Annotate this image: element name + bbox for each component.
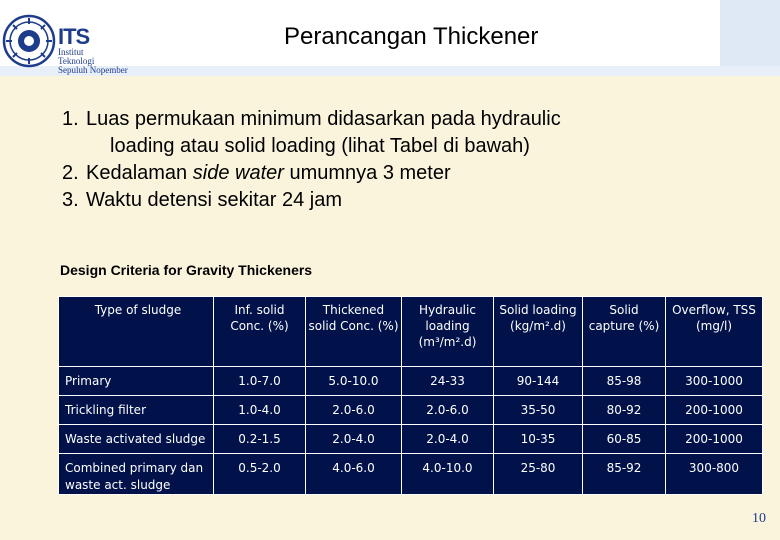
table-cell: 60-85 [583, 425, 666, 454]
table-cell: 2.0-6.0 [402, 396, 494, 425]
table-row [59, 454, 763, 495]
logo-line-2: Teknologi [58, 56, 95, 66]
point-2 [62, 160, 742, 187]
table-cell: 4.0-6.0 [306, 454, 402, 495]
table-cell: 2.0-4.0 [402, 425, 494, 454]
table-cell: 10-35 [494, 425, 583, 454]
page-number: 10 [752, 511, 766, 526]
table-cell: 300-1000 [666, 367, 763, 396]
point-3 [62, 187, 742, 214]
header-overflow-tss: Overflow, TSS (mg/l) [666, 297, 763, 367]
point-3-number: 3. [62, 189, 79, 211]
table-cell: 90-144 [494, 367, 583, 396]
point-1 [62, 106, 742, 160]
bullet-list [62, 106, 742, 214]
its-seal-icon [2, 14, 56, 68]
header-solid-capture: Solid capture (%) [583, 297, 666, 367]
point-3-text: Waktu detensi sekitar 24 jam [86, 189, 343, 211]
table-cell: 25-80 [494, 454, 583, 495]
table-row [59, 367, 763, 396]
logo-line-1: Institut [58, 47, 84, 57]
table-cell: 4.0-10.0 [402, 454, 494, 495]
table-cell: 200-1000 [666, 396, 763, 425]
table-cell: 5.0-10.0 [306, 367, 402, 396]
table-title: Design Criteria for Gravity Thickeners [60, 262, 313, 278]
table-cell: 2.0-4.0 [306, 425, 402, 454]
point-2-number: 2. [62, 162, 79, 184]
header-solid-loading: Solid loading (kg/m².d) [494, 297, 583, 367]
table-cell: 1.0-7.0 [214, 367, 306, 396]
header-right-panel [720, 0, 780, 66]
its-logo [2, 14, 146, 76]
table-cell: 85-92 [583, 454, 666, 495]
table-row [59, 425, 763, 454]
table-cell: 80-92 [583, 396, 666, 425]
logo-acronym: ITS [58, 24, 90, 49]
point-1-line-2: loading atau solid loading (lihat Tabel di bawah) [110, 135, 530, 157]
logo-line-3: Sepuluh Nopember [58, 65, 128, 75]
table-cell: 1.0-4.0 [214, 396, 306, 425]
table-cell: Primary [59, 367, 214, 396]
point-1-number: 1. [62, 108, 79, 130]
table-cell: 0.5-2.0 [214, 454, 306, 495]
point-2-post: umumnya 3 meter [283, 162, 451, 184]
criteria-table-wrapper [58, 296, 762, 504]
header-inf-solid-conc: Inf. solid Conc. (%) [214, 297, 306, 367]
table-header-row [59, 297, 763, 367]
criteria-table [58, 296, 763, 495]
table-row [59, 396, 763, 425]
point-1-line-1: Luas permukaan minimum didasarkan pada hydraulic [86, 108, 561, 130]
table-cell: 0.2-1.5 [214, 425, 306, 454]
header-type-of-sludge: Type of sludge [59, 297, 214, 367]
table-cell: Trickling filter [59, 396, 214, 425]
table-cell: 200-1000 [666, 425, 763, 454]
table-cell: Combined primary dan waste act. sludge [59, 454, 214, 495]
point-2-pre: Kedalaman [86, 162, 193, 184]
slide-title: Perancangan Thickener [284, 23, 539, 50]
table-cell: 35-50 [494, 396, 583, 425]
point-2-emphasis: side water [192, 162, 284, 184]
table-cell: 24-33 [402, 367, 494, 396]
table-cell: 300-800 [666, 454, 763, 495]
header-hydraulic-loading: Hydraulic loading (m³/m².d) [402, 297, 494, 367]
table-cell: 85-98 [583, 367, 666, 396]
header-thickened-solid-conc: Thickened solid Conc. (%) [306, 297, 402, 367]
table-cell: 2.0-6.0 [306, 396, 402, 425]
table-cell: Waste activated sludge [59, 425, 214, 454]
